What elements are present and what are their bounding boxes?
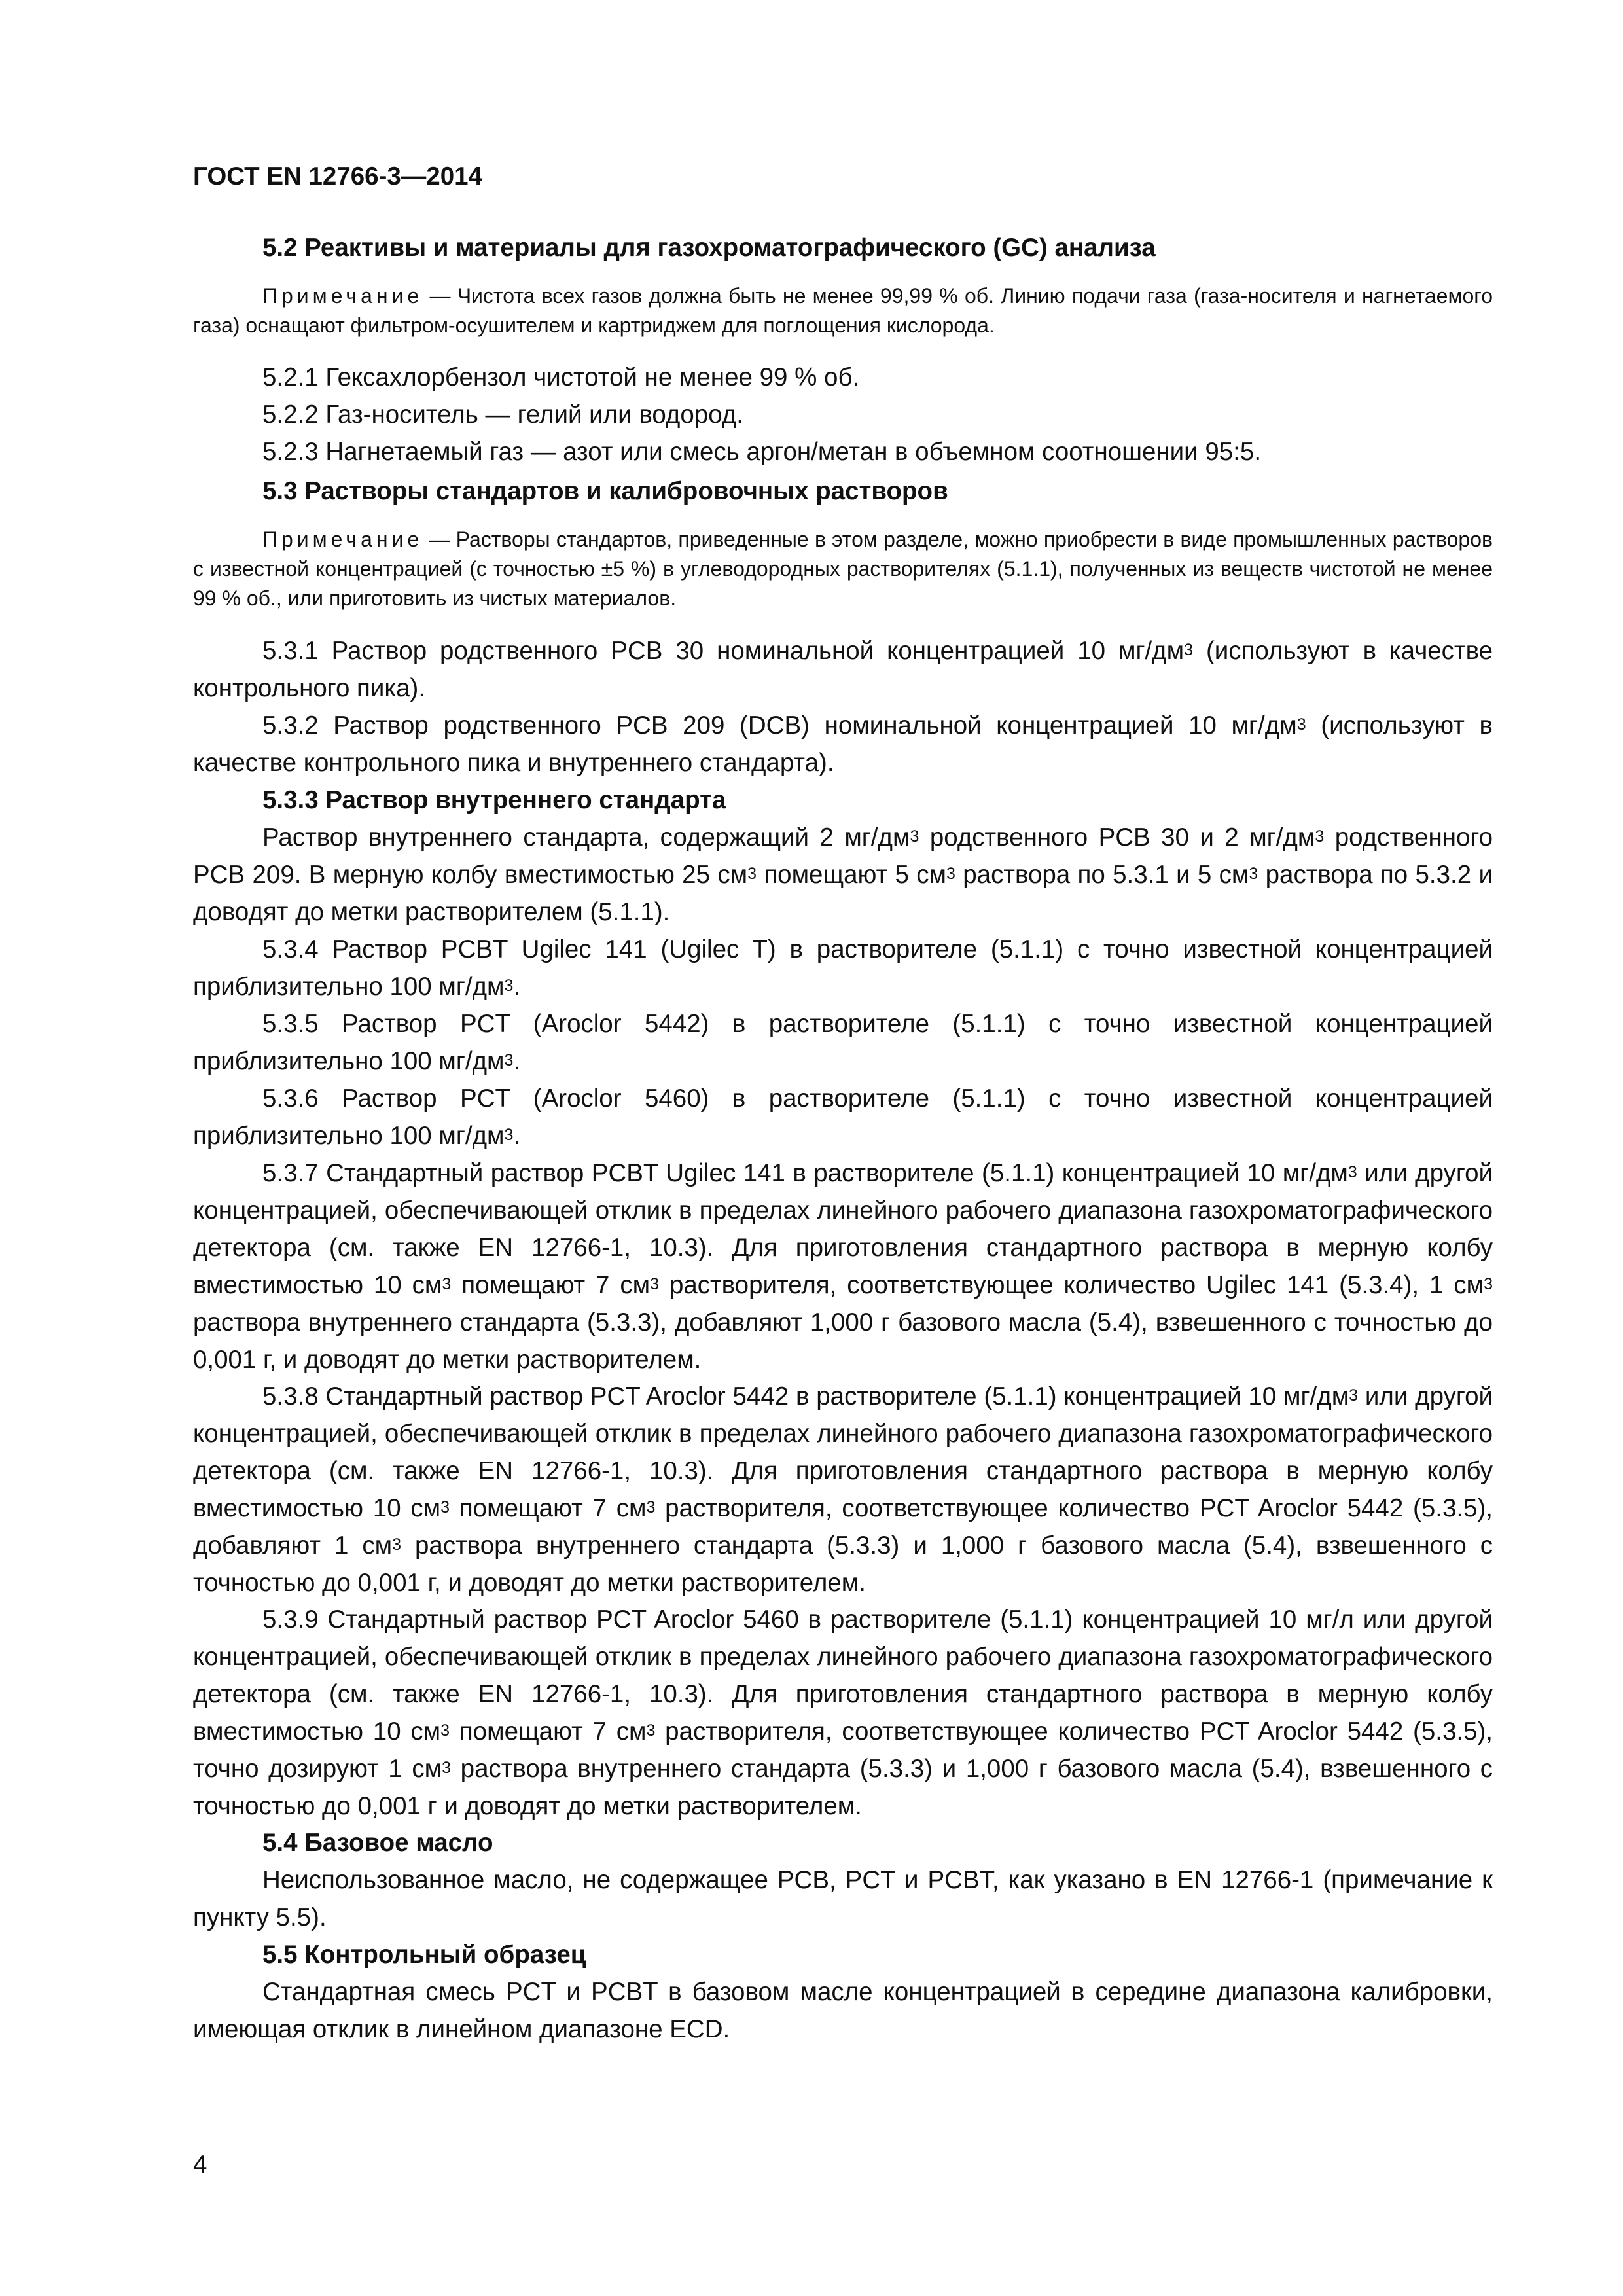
note-text: — Чистота всех газов должна быть не менее 99,99 % об. Линию подачи газа (газа-носителя и нагнетаемого газа) оснащают фильтром-осушителем и картриджем для поглощения кислорода. bbox=[193, 284, 1493, 337]
section-heading-5-2: 5.2 Реактивы и материалы для газохроматографического (GC) анализа bbox=[262, 234, 1156, 262]
paragraph-5-5: Стандартная смесь PCT и PCBT в базовом масле концентрацией в середине диапазона калибровки, имеющая отклик в линейном диапазоне ECD. bbox=[193, 1978, 1493, 2043]
paragraph-5-3-5: 5.3.5 Раствор PCT (Aroclor 5442) в растворителе (5.1.1) с точно известной концентрацией приблизительно 100 $мг/дм^3$. bbox=[193, 1010, 1493, 1075]
paragraph-5-4: Неиспользованное масло, не содержащее PCB, PCT и PCBT, как указано в EN 12766-1 (примечание к пункту 5.5). bbox=[193, 1866, 1493, 1931]
note-text: — Растворы стандартов, приведенные в этом разделе, можно приобрести в виде промышленных растворов с известной концентрацией (с точностью ±5 %) в углеводородных растворителях (5.1.1), полученных из веществ чистотой не менее 99 % об., или приготовить из чистых материалов. bbox=[193, 528, 1493, 610]
paragraph-5-3-3: Раствор внутреннего стандарта, содержащий 2 $мг/дм^3$ родственного PCB 30 и 2 $мг/дм^3$ родственного PCB 209. В мерную колбу вместимостью 25 $см^3$ помещают 5 $см^3$ раствора по 5.3.1 и 5 $см^3$ раствора по 5.3.2 и доводят до метки растворителем (5.1.1). bbox=[193, 823, 1493, 926]
note-label: Примечание bbox=[262, 528, 423, 551]
note-label: Примечание bbox=[262, 284, 423, 308]
note-5-3 bbox=[193, 525, 1493, 613]
paragraph-5-3-1: 5.3.1 Раствор родственного PCB 30 номинальной концентрацией 10 $мг/дм^3$ (используют в качестве контрольного пика). bbox=[193, 637, 1493, 702]
document-header-code: ГОСТ EN 12766-3—2014 bbox=[193, 162, 482, 190]
note-5-2 bbox=[193, 281, 1493, 340]
page-number: 4 bbox=[193, 2151, 207, 2179]
item-5-2-1: 5.2.1 Гексахлорбензол чистотой не менее 99 % об. bbox=[262, 363, 860, 391]
paragraph-5-3-4: 5.3.4 Раствор PCBT Ugilec 141 (Ugilec T) в растворителе (5.1.1) с точно известной концентрацией приблизительно 100 $мг/дм^3$. bbox=[193, 935, 1493, 1001]
section-heading-5-3: 5.3 Растворы стандартов и калибровочных растворов bbox=[262, 477, 948, 505]
paragraph-5-3-2: 5.3.2 Раствор родственного PCB 209 (DCB) номинальной концентрацией 10 $мг/дм^3$ (используют в качестве контрольного пика и внутреннего стандарта). bbox=[193, 711, 1493, 777]
paragraph-5-3-9: 5.3.9 Стандартный раствор PCT Aroclor 5460 в растворителе (5.1.1) концентрацией 10 мг/л или другой концентрацией, обеспечивающей отклик в пределах линейного рабочего диапазона газохроматографического детектора (см. также EN 12766-1, 10.3). Для приготовления стандартного раствора в мерную колбу вместимостью 10 $см^3$ помещают 7 $см^3$ растворителя, соответствующее количество PCT Aroclor 5442 (5.3.5), точно дозируют 1 $см^3$ раствора внутреннего стандарта (5.3.3) и 1,000 г базового масла (5.4), взвешенного с точностью до 0,001 г и доводят до метки растворителем. bbox=[193, 1605, 1493, 1820]
subsection-heading-5-3-3: 5.3.3 Раствор внутреннего стандарта bbox=[262, 786, 726, 814]
section-heading-5-5: 5.5 Контрольный образец bbox=[262, 1941, 586, 1969]
paragraph-5-3-6: 5.3.6 Раствор PCT (Aroclor 5460) в растворителе (5.1.1) с точно известной концентрацией приблизительно 100 $мг/дм^3$. bbox=[193, 1085, 1493, 1150]
item-5-2-2: 5.2.2 Газ-носитель — гелий или водород. bbox=[262, 401, 743, 429]
paragraph-5-3-8: 5.3.8 Стандартный раствор PCT Aroclor 5442 в растворителе (5.1.1) концентрацией 10 $мг/дм^3$ или другой концентрацией, обеспечивающей отклик в пределах линейного рабочего диапазона газохроматографического детектора (см. также EN 12766-1, 10.3). Для приготовления стандартного раствора в мерную колбу вместимостью 10 $см^3$ помещают 7 $см^3$ растворителя, соответствующее количество PCT Aroclor 5442 (5.3.5), добавляют 1 $см^3$ раствора внутреннего стандарта (5.3.3) и 1,000 г базового масла (5.4), взвешенного с точностью до 0,001 г, и доводят до метки растворителем. bbox=[193, 1382, 1493, 1597]
paragraph-5-3-7: 5.3.7 Стандартный раствор PCBT Ugilec 141 в растворителе (5.1.1) концентрацией 10 $мг/дм^3$ или другой концентрацией, обеспечивающей отклик в пределах линейного рабочего диапазона газохроматографического детектора (см. также EN 12766-1, 10.3). Для приготовления стандартного раствора в мерную колбу вместимостью 10 $см^3$ помещают 7 $см^3$ растворителя, соответствующее количество Ugilec 141 (5.3.4), 1 $см^3$ раствора внутреннего стандарта (5.3.3), добавляют 1,000 г базового масла (5.4), взвешенного с точностью до 0,001 г, и доводят до метки растворителем. bbox=[193, 1159, 1493, 1374]
section-heading-5-4: 5.4 Базовое масло bbox=[262, 1829, 493, 1857]
item-5-2-3: 5.2.3 Нагнетаемый газ — азот или смесь аргон/метан в объемном соотношении 95:5. bbox=[262, 438, 1262, 466]
